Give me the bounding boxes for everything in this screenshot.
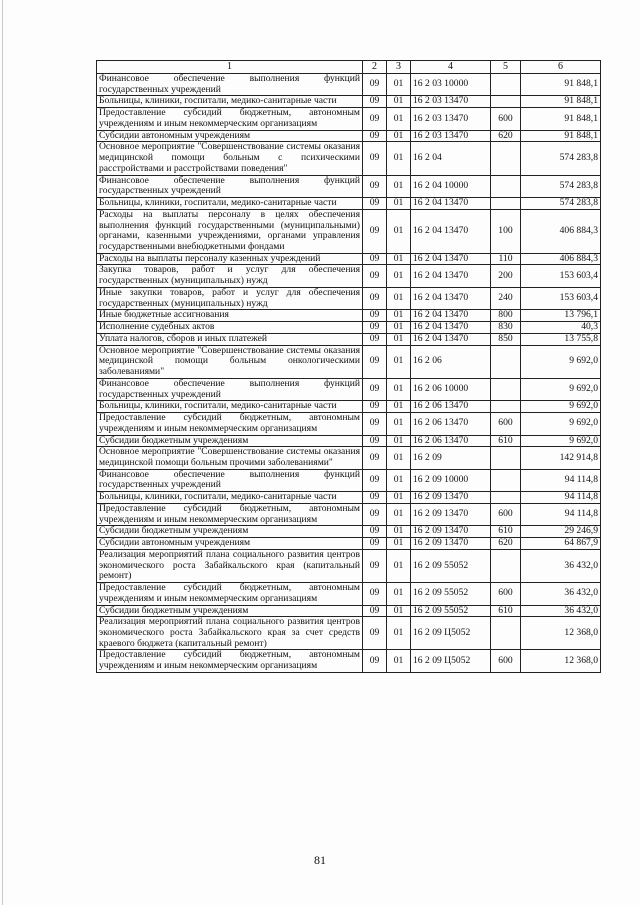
row-ministry-code-cell: 09 [363, 287, 387, 309]
table-body [97, 74, 601, 673]
row-expense-type-cell: 600 [491, 583, 521, 605]
table-row [97, 492, 601, 504]
row-section-code-cell: 01 [387, 198, 411, 210]
row-section-code-cell: 01 [387, 538, 411, 550]
table-row [97, 345, 601, 378]
row-section-code-cell: 01 [387, 469, 411, 491]
row-expense-type-cell: 240 [491, 287, 521, 309]
row-expense-type-cell [491, 378, 521, 400]
table-row [97, 469, 601, 491]
row-name-cell: Больницы, клиники, госпитали, медико-санитарные части [97, 492, 363, 504]
row-target-article-cell: 16 2 03 10000 [411, 74, 491, 96]
row-section-code-cell: 01 [387, 96, 411, 108]
row-amount-cell: 574 283,8 [521, 198, 601, 210]
row-amount-cell: 91 848,1 [521, 74, 601, 96]
row-ministry-code-cell: 09 [363, 650, 387, 672]
row-target-article-cell: 16 2 04 13470 [411, 310, 491, 322]
row-target-article-cell: 16 2 04 13470 [411, 287, 491, 309]
row-amount-cell: 36 432,0 [521, 583, 601, 605]
row-target-article-cell: 16 2 04 13470 [411, 265, 491, 287]
row-expense-type-cell: 600 [491, 650, 521, 672]
row-name-cell: Расходы на выплаты персоналу казенных учреждений [97, 253, 363, 265]
row-expense-type-cell: 600 [491, 413, 521, 435]
row-name-cell: Иные бюджетные ассигнования [97, 310, 363, 322]
column-header-4: 4 [411, 61, 491, 74]
row-target-article-cell: 16 2 06 [411, 345, 491, 378]
row-target-article-cell: 16 2 04 13470 [411, 209, 491, 253]
row-expense-type-cell: 600 [491, 108, 521, 130]
row-target-article-cell: 16 2 06 13470 [411, 413, 491, 435]
row-section-code-cell: 01 [387, 209, 411, 253]
table-row [97, 310, 601, 322]
row-ministry-code-cell: 09 [363, 617, 387, 650]
row-ministry-code-cell: 09 [363, 265, 387, 287]
row-section-code-cell: 01 [387, 650, 411, 672]
row-expense-type-cell: 850 [491, 333, 521, 345]
row-ministry-code-cell: 09 [363, 175, 387, 197]
row-name-cell: Финансовое обеспечение выполнения функций государственных учреждений [97, 469, 363, 491]
row-name-cell: Реализация мероприятий плана социального развития центров экономического роста Забайкальского края за счет средств краевого бюджета (капитальный ремонт) [97, 617, 363, 650]
row-name-cell: Уплата налогов, сборов и иных платежей [97, 333, 363, 345]
row-name-cell: Основное мероприятие "Совершенствование системы оказания медицинской помощи больным прочими заболеваниями" [97, 447, 363, 469]
row-section-code-cell: 01 [387, 401, 411, 413]
row-section-code-cell: 01 [387, 74, 411, 96]
row-target-article-cell: 16 2 09 Ц5052 [411, 650, 491, 672]
table-row [97, 526, 601, 538]
row-name-cell: Предоставление субсидий бюджетным, автономным учреждениям и иным некоммерческим организациям [97, 108, 363, 130]
table-row [97, 108, 601, 130]
table-row [97, 549, 601, 582]
row-amount-cell: 9 692,0 [521, 378, 601, 400]
table-row [97, 605, 601, 617]
row-expense-type-cell: 610 [491, 526, 521, 538]
row-section-code-cell: 01 [387, 526, 411, 538]
row-section-code-cell: 01 [387, 617, 411, 650]
row-target-article-cell: 16 2 09 10000 [411, 469, 491, 491]
table-row [97, 435, 601, 447]
row-target-article-cell: 16 2 04 13470 [411, 253, 491, 265]
row-target-article-cell: 16 2 06 10000 [411, 378, 491, 400]
row-amount-cell: 40,3 [521, 322, 601, 334]
row-amount-cell: 142 914,8 [521, 447, 601, 469]
table-row [97, 333, 601, 345]
row-section-code-cell: 01 [387, 605, 411, 617]
row-amount-cell: 36 432,0 [521, 549, 601, 582]
row-ministry-code-cell: 09 [363, 605, 387, 617]
table-row [97, 142, 601, 175]
row-amount-cell: 36 432,0 [521, 605, 601, 617]
row-section-code-cell: 01 [387, 435, 411, 447]
table-row [97, 253, 601, 265]
row-expense-type-cell [491, 617, 521, 650]
row-name-cell: Основное мероприятие "Совершенствование системы оказания медицинской помощи больным онкологическими заболеваниями" [97, 345, 363, 378]
row-name-cell: Финансовое обеспечение выполнения функций государственных учреждений [97, 175, 363, 197]
row-target-article-cell: 16 2 04 10000 [411, 175, 491, 197]
row-name-cell: Иные закупки товаров, работ и услуг для обеспечения государственных (муниципальных) нужд [97, 287, 363, 309]
row-target-article-cell: 16 2 04 13470 [411, 198, 491, 210]
row-expense-type-cell: 610 [491, 605, 521, 617]
column-header-1: 1 [97, 61, 363, 74]
row-target-article-cell: 16 2 09 13470 [411, 526, 491, 538]
row-ministry-code-cell: 09 [363, 378, 387, 400]
row-expense-type-cell: 620 [491, 130, 521, 142]
row-ministry-code-cell: 09 [363, 492, 387, 504]
row-amount-cell: 153 603,4 [521, 265, 601, 287]
table-row [97, 583, 601, 605]
row-expense-type-cell [491, 96, 521, 108]
row-section-code-cell: 01 [387, 413, 411, 435]
table-row [97, 650, 601, 672]
budget-table [96, 60, 601, 673]
row-amount-cell: 13 796,1 [521, 310, 601, 322]
table-row [97, 198, 601, 210]
scan-edge-line [2, 0, 3, 905]
column-header-6: 6 [521, 61, 601, 74]
row-target-article-cell: 16 2 03 13470 [411, 130, 491, 142]
row-target-article-cell: 16 2 04 13470 [411, 333, 491, 345]
row-amount-cell: 94 114,8 [521, 492, 601, 504]
row-name-cell: Расходы на выплаты персоналу в целях обеспечения выполнения функций государственными (муниципальными) органами, казенными учреждениями, органами управления государственными внебюджетными фондами [97, 209, 363, 253]
row-target-article-cell: 16 2 09 13470 [411, 503, 491, 525]
row-amount-cell: 9 692,0 [521, 345, 601, 378]
row-section-code-cell: 01 [387, 378, 411, 400]
row-section-code-cell: 01 [387, 265, 411, 287]
table-row [97, 96, 601, 108]
table-row [97, 130, 601, 142]
row-name-cell: Реализация мероприятий плана социального развития центров экономического роста Забайкальского края (капитальный ремонт) [97, 549, 363, 582]
row-ministry-code-cell: 09 [363, 198, 387, 210]
row-amount-cell: 94 114,8 [521, 503, 601, 525]
row-expense-type-cell: 600 [491, 503, 521, 525]
row-name-cell: Закупка товаров, работ и услуг для обеспечения государственных (муниципальных) нужд [97, 265, 363, 287]
row-expense-type-cell [491, 469, 521, 491]
row-ministry-code-cell: 09 [363, 503, 387, 525]
row-expense-type-cell: 610 [491, 435, 521, 447]
table-row [97, 322, 601, 334]
row-expense-type-cell [491, 492, 521, 504]
row-amount-cell: 406 884,3 [521, 209, 601, 253]
row-name-cell: Предоставление субсидий бюджетным, автономным учреждениям и иным некоммерческим организациям [97, 413, 363, 435]
row-name-cell: Больницы, клиники, госпитали, медико-санитарные части [97, 198, 363, 210]
row-ministry-code-cell: 09 [363, 413, 387, 435]
row-expense-type-cell [491, 401, 521, 413]
row-expense-type-cell [491, 74, 521, 96]
row-ministry-code-cell: 09 [363, 310, 387, 322]
row-ministry-code-cell: 09 [363, 74, 387, 96]
row-section-code-cell: 01 [387, 345, 411, 378]
row-name-cell: Предоставление субсидий бюджетным, автономным учреждениям и иным некоммерческим организациям [97, 503, 363, 525]
row-target-article-cell: 16 2 09 55052 [411, 583, 491, 605]
row-expense-type-cell: 620 [491, 538, 521, 550]
row-ministry-code-cell: 09 [363, 108, 387, 130]
row-ministry-code-cell: 09 [363, 96, 387, 108]
row-amount-cell: 12 368,0 [521, 617, 601, 650]
row-expense-type-cell [491, 198, 521, 210]
row-section-code-cell: 01 [387, 503, 411, 525]
row-target-article-cell: 16 2 09 55052 [411, 549, 491, 582]
row-name-cell: Предоставление субсидий бюджетным, автономным учреждениям и иным некоммерческим организациям [97, 650, 363, 672]
row-expense-type-cell: 200 [491, 265, 521, 287]
row-target-article-cell: 16 2 04 13470 [411, 322, 491, 334]
row-amount-cell: 94 114,8 [521, 469, 601, 491]
row-ministry-code-cell: 09 [363, 333, 387, 345]
row-section-code-cell: 01 [387, 322, 411, 334]
row-target-article-cell: 16 2 03 13470 [411, 108, 491, 130]
row-target-article-cell: 16 2 09 Ц5052 [411, 617, 491, 650]
row-target-article-cell: 16 2 09 13470 [411, 492, 491, 504]
row-target-article-cell: 16 2 09 13470 [411, 538, 491, 550]
row-name-cell: Больницы, клиники, госпитали, медико-санитарные части [97, 96, 363, 108]
row-ministry-code-cell: 09 [363, 209, 387, 253]
row-expense-type-cell [491, 549, 521, 582]
row-amount-cell: 153 603,4 [521, 287, 601, 309]
row-name-cell: Основное мероприятие "Совершенствование системы оказания медицинской помощи больным с психическими расстройствами и расстройствами поведения" [97, 142, 363, 175]
row-section-code-cell: 01 [387, 583, 411, 605]
row-target-article-cell: 16 2 04 [411, 142, 491, 175]
column-header-3: 3 [387, 61, 411, 74]
row-section-code-cell: 01 [387, 253, 411, 265]
row-name-cell: Субсидии бюджетным учреждениям [97, 526, 363, 538]
row-amount-cell: 91 848,1 [521, 130, 601, 142]
row-name-cell: Субсидии автономным учреждениям [97, 538, 363, 550]
table-row [97, 413, 601, 435]
row-ministry-code-cell: 09 [363, 142, 387, 175]
table-row [97, 287, 601, 309]
row-ministry-code-cell: 09 [363, 322, 387, 334]
row-amount-cell: 13 755,8 [521, 333, 601, 345]
row-name-cell: Исполнение судебных актов [97, 322, 363, 334]
table-row [97, 378, 601, 400]
row-section-code-cell: 01 [387, 175, 411, 197]
row-amount-cell: 91 848,1 [521, 96, 601, 108]
table-row [97, 538, 601, 550]
row-ministry-code-cell: 09 [363, 526, 387, 538]
row-amount-cell: 9 692,0 [521, 413, 601, 435]
row-amount-cell: 91 848,1 [521, 108, 601, 130]
table-row [97, 447, 601, 469]
row-ministry-code-cell: 09 [363, 345, 387, 378]
row-ministry-code-cell: 09 [363, 447, 387, 469]
row-expense-type-cell: 110 [491, 253, 521, 265]
row-name-cell: Больницы, клиники, госпитали, медико-санитарные части [97, 401, 363, 413]
row-target-article-cell: 16 2 09 [411, 447, 491, 469]
row-amount-cell: 64 867,9 [521, 538, 601, 550]
row-expense-type-cell: 800 [491, 310, 521, 322]
row-ministry-code-cell: 09 [363, 435, 387, 447]
row-target-article-cell: 16 2 06 13470 [411, 435, 491, 447]
row-ministry-code-cell: 09 [363, 253, 387, 265]
row-section-code-cell: 01 [387, 549, 411, 582]
row-amount-cell: 574 283,8 [521, 175, 601, 197]
table-header-row [97, 61, 601, 74]
row-ministry-code-cell: 09 [363, 583, 387, 605]
row-ministry-code-cell: 09 [363, 130, 387, 142]
row-amount-cell: 9 692,0 [521, 435, 601, 447]
column-header-2: 2 [363, 61, 387, 74]
row-section-code-cell: 01 [387, 142, 411, 175]
column-header-5: 5 [491, 61, 521, 74]
table-row [97, 617, 601, 650]
row-ministry-code-cell: 09 [363, 549, 387, 582]
row-name-cell: Субсидии бюджетным учреждениям [97, 605, 363, 617]
table-row [97, 265, 601, 287]
row-ministry-code-cell: 09 [363, 469, 387, 491]
row-target-article-cell: 16 2 03 13470 [411, 96, 491, 108]
row-expense-type-cell [491, 345, 521, 378]
page-number: 81 [314, 853, 326, 867]
row-expense-type-cell [491, 175, 521, 197]
row-target-article-cell: 16 2 09 55052 [411, 605, 491, 617]
row-ministry-code-cell: 09 [363, 401, 387, 413]
table-row [97, 401, 601, 413]
row-section-code-cell: 01 [387, 333, 411, 345]
row-expense-type-cell: 100 [491, 209, 521, 253]
row-target-article-cell: 16 2 06 13470 [411, 401, 491, 413]
row-section-code-cell: 01 [387, 287, 411, 309]
row-expense-type-cell: 830 [491, 322, 521, 334]
row-name-cell: Финансовое обеспечение выполнения функций государственных учреждений [97, 74, 363, 96]
row-ministry-code-cell: 09 [363, 538, 387, 550]
row-amount-cell: 574 283,8 [521, 142, 601, 175]
row-section-code-cell: 01 [387, 108, 411, 130]
table-row [97, 74, 601, 96]
row-expense-type-cell [491, 142, 521, 175]
row-section-code-cell: 01 [387, 492, 411, 504]
table-row [97, 209, 601, 253]
row-section-code-cell: 01 [387, 310, 411, 322]
table-row [97, 175, 601, 197]
row-amount-cell: 9 692,0 [521, 401, 601, 413]
row-section-code-cell: 01 [387, 130, 411, 142]
row-section-code-cell: 01 [387, 447, 411, 469]
row-name-cell: Субсидии бюджетным учреждениям [97, 435, 363, 447]
row-amount-cell: 29 246,9 [521, 526, 601, 538]
row-name-cell: Субсидии автономным учреждениям [97, 130, 363, 142]
row-amount-cell: 12 368,0 [521, 650, 601, 672]
row-amount-cell: 406 884,3 [521, 253, 601, 265]
row-name-cell: Финансовое обеспечение выполнения функций государственных учреждений [97, 378, 363, 400]
row-name-cell: Предоставление субсидий бюджетным, автономным учреждениям и иным некоммерческим организациям [97, 583, 363, 605]
table-row [97, 503, 601, 525]
row-expense-type-cell [491, 447, 521, 469]
